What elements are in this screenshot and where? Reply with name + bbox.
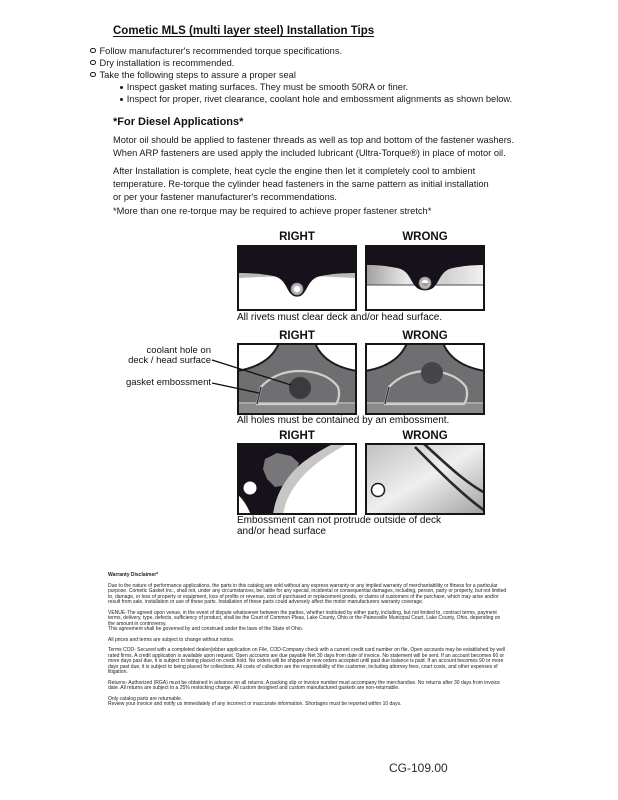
paragraph-line: Motor oil should be applied to fastener threads as well as top and bottom of the fastener washers.: [113, 135, 515, 145]
retorque-note: *More than one re-torque may be required to achieve proper fastener stretch*: [113, 206, 432, 216]
diesel-applications-heading: *For Diesel Applications*: [113, 116, 244, 128]
coolant-hole-right-diagram: [237, 343, 357, 415]
paragraph-line: When ARP fasteners are used apply the included lubricant (Ultra-Torque®) in place of motor oil.: [113, 147, 506, 158]
warranty-disclaimer: [108, 573, 508, 713]
warranty-paragraph: VENUE-The agreed upon venue, in the event of dispute whatsoever between the parties, whether instituted by either party, including, but not limited to, contract terms, payment terms, delivery, type, defects, sufficiency of product, shall be the Court of Common Pleas, Lake County, Ohio or the Painesville Municipal Court, Lake County, Ohio, depending on the amount in controversy.: [108, 609, 501, 627]
warranty-paragraph: Returns- Authorized (RGA) must be obtained in advance on all returns. A packing slip or invoice number must accompany the merchandise. No returns after 30 days from invoice date. All returns are subject to a 25% restocking charge. All custom designed and custom manufactured gaskets are non-returnable.: [108, 679, 500, 691]
rivet-wrong-diagram: [365, 245, 485, 311]
warranty-paragraph: Due to the nature of performance applications, the parts in this catalog are sold without any express warranty or any implied warranty of merchantability or fitness for a particular purpose. Cometic Gasket Inc., shall not, under any circumstances, be liable for any special, incidental or consequential damages, including, person, party or property, but not limited to, damage, or loss of property or equipment, loss of profits or revenue, cost of purchased or replacement goods, or claims of customers of the purchase, which may arise and/or result from sale, installation or use of these parts. Installation of these parts could adversely affect the motor manufacturers warranty coverage.: [108, 582, 507, 605]
protrusion-caption: Embossment can not protrude outside of deck and/or head surface: [237, 515, 442, 537]
protrusion-wrong-diagram: [365, 443, 485, 515]
coolant-hole-wrong-diagram: [365, 343, 485, 415]
tip-sub-bullet: [120, 81, 512, 93]
paragraph-line: After Installation is complete, heat cycle the engine then let it completely cool to ambient: [113, 166, 476, 176]
warranty-paragraph: This agreement shall be governed by and construed under the laws of the State of Ohio.: [108, 626, 304, 632]
installation-tips-sublist: [120, 81, 512, 105]
warranty-paragraph: Only catalog parts are returnable.: [108, 695, 183, 702]
tip-sub-bullet-text: Inspect gasket mating surfaces. They must be smooth 50RA or finer.: [126, 82, 409, 92]
embossment-caption: All holes must be contained by an embossment.: [237, 415, 450, 426]
gasket-embossment-callout: gasket embossment: [125, 377, 211, 388]
diesel-paragraph-2: [113, 165, 489, 203]
right-label: RIGHT: [279, 330, 315, 342]
dot-bullet-icon: [120, 98, 123, 101]
wrong-label: WRONG: [402, 231, 448, 243]
rivet-caption: All rivets must clear deck and/or head surface.: [237, 312, 443, 323]
warranty-heading: Warranty Disclaimer*: [108, 572, 159, 578]
warranty-paragraph: Review your invoice and notify us immediately of any incorrect or inaccurate information. Shortages must be reported within 10 days.: [108, 701, 402, 707]
wrong-label: WRONG: [402, 330, 448, 342]
paragraph-line: temperature. Re-torque the cylinder head fasteners in the same pattern as initial installation: [113, 178, 489, 189]
warranty-paragraph: Terms COD- Secured with a completed dealer/jobber application on File, COD-Company check with a current credit card number on file. Open accounts may be established by well rated firms. A credit application is available upon request. Open accounts are due payable Net 30 days from date of invoice. No statement will be sent. If an account becomes 60 or more days past due, it is subject to being placed on credit hold. No orders will be shipped or new orders accepted until past due balance is paid. If an account becomes 90 or more days past due, it is subject to being placed for collections. All costs of collection are the responsibility of the customer, including attorney fees, court costs, and other expenses of litigation.: [108, 647, 506, 675]
circle-bullet-icon: [90, 48, 96, 54]
circle-bullet-icon: [90, 72, 96, 78]
page-title: Cometic MLS (multi layer steel) Installation Tips: [113, 25, 375, 37]
tip-bullet: [90, 57, 342, 69]
tip-sub-bullet-text: Inspect for proper, rivet clearance, coolant hole and embossment alignments as shown below.: [126, 94, 513, 104]
diesel-paragraph-1: [113, 134, 514, 160]
tip-bullet-text: Take the following steps to assure a proper seal: [99, 70, 296, 80]
warranty-paragraph: All prices and terms are subject to change without notice.: [108, 636, 235, 643]
installation-tips-list: [90, 45, 342, 81]
dot-bullet-icon: [120, 86, 123, 89]
footer-part-number: CG-109.00: [389, 761, 448, 775]
coolant-hole-callout: coolant hole on deck / head surface: [128, 345, 211, 366]
circle-bullet-icon: [90, 60, 96, 66]
tip-bullet-text: Follow manufacturer's recommended torque specifications.: [99, 46, 343, 56]
tip-bullet: [90, 45, 342, 57]
protrusion-right-diagram: [237, 443, 357, 515]
rivet-right-diagram: [237, 245, 357, 311]
paragraph-line: or per your fastener manufacturer's recommendations.: [113, 191, 337, 202]
tip-bullet: [90, 69, 342, 81]
right-label: RIGHT: [279, 231, 315, 243]
tip-sub-bullet: [120, 93, 512, 105]
wrong-label: WRONG: [402, 430, 448, 442]
right-label: RIGHT: [279, 430, 315, 442]
tip-bullet-text: Dry installation is recommended.: [99, 58, 235, 68]
